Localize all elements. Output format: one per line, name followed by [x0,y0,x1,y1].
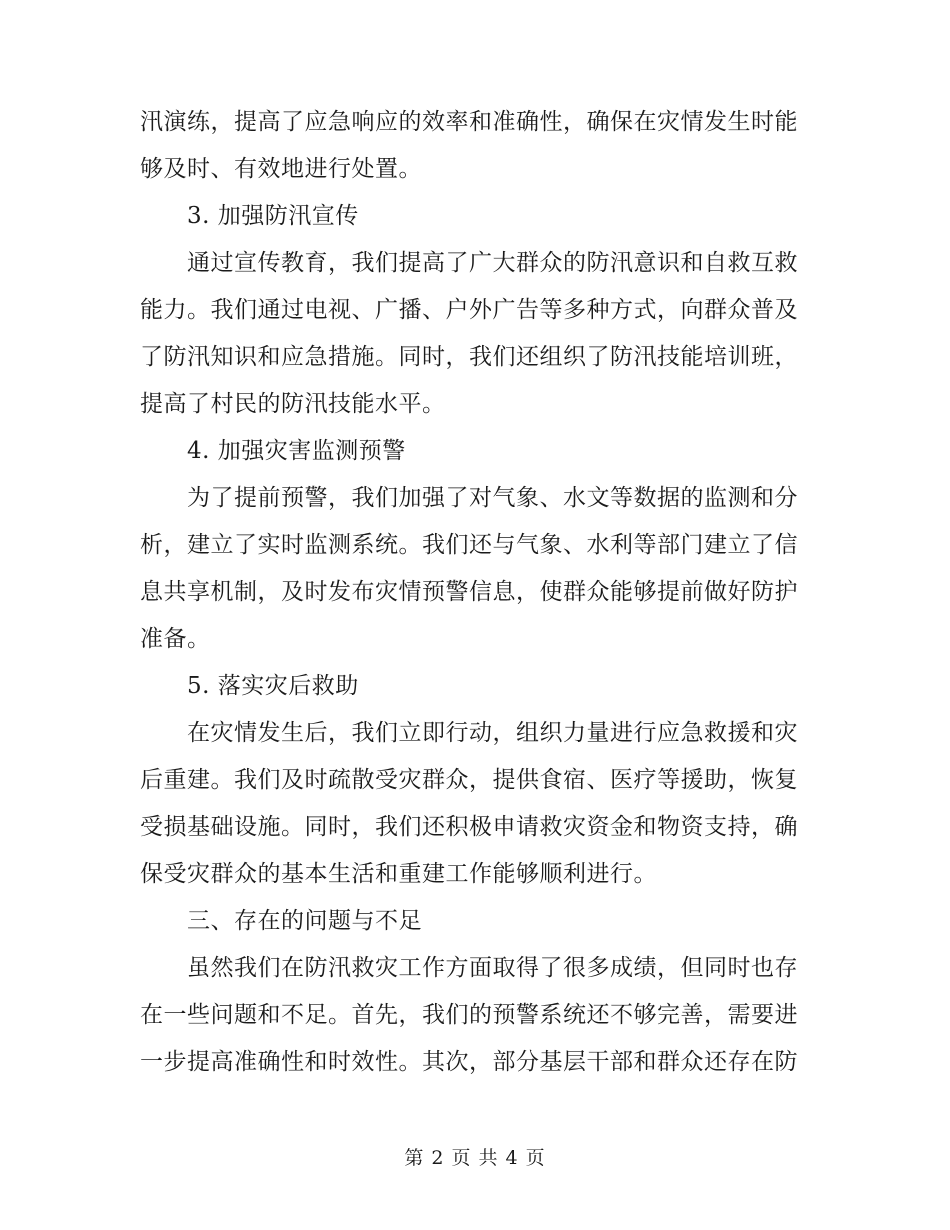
body-line: 一步提高准确性和时效性。其次，部分基层干部和群众还存在防 [140,1049,798,1075]
body-line: 在一些问题和不足。首先，我们的预警系统还不够完善，需要进 [140,1002,798,1028]
section-heading: 3. 加强防汛宣传 [187,203,359,229]
body-line: 能力。我们通过电视、广播、户外广告等多种方式，向群众普及 [140,297,798,323]
body-line: 准备。 [140,626,211,652]
section-heading: 5. 落实灾后救助 [187,673,359,699]
section-heading: 三、存在的问题与不足 [187,908,422,934]
body-line: 保受灾群众的基本生活和重建工作能够顺利进行。 [140,861,657,887]
body-line: 够及时、有效地进行处置。 [140,156,422,182]
page-number-footer: 第 2 页 共 4 页 [404,1147,546,1169]
paragraph-first-line: 通过宣传教育，我们提高了广大群众的防汛意识和自救互救 [187,250,798,276]
paragraph-first-line: 为了提前预警，我们加强了对气象、水文等数据的监测和分 [187,485,798,511]
body-line: 了防汛知识和应急措施。同时，我们还组织了防汛技能培训班， [140,344,798,370]
paragraph-first-line: 在灾情发生后，我们立即行动，组织力量进行应急救援和灾 [187,720,798,746]
body-line: 析，建立了实时监测系统。我们还与气象、水利等部门建立了信 [140,532,798,558]
section-heading: 4. 加强灾害监测预警 [187,438,406,464]
body-line: 后重建。我们及时疏散受灾群众，提供食宿、医疗等援助，恢复 [140,767,798,793]
paragraph-first-line: 虽然我们在防汛救灾工作方面取得了很多成绩，但同时也存 [187,955,798,981]
body-line: 受损基础设施。同时，我们还积极申请救灾资金和物资支持，确 [140,814,798,840]
body-line: 提高了村民的防汛技能水平。 [140,391,446,417]
body-line: 息共享机制，及时发布灾情预警信息，使群众能够提前做好防护 [140,579,798,605]
document-body [140,99,800,1086]
body-line: 汛演练，提高了应急响应的效率和准确性，确保在灾情发生时能 [140,109,798,135]
